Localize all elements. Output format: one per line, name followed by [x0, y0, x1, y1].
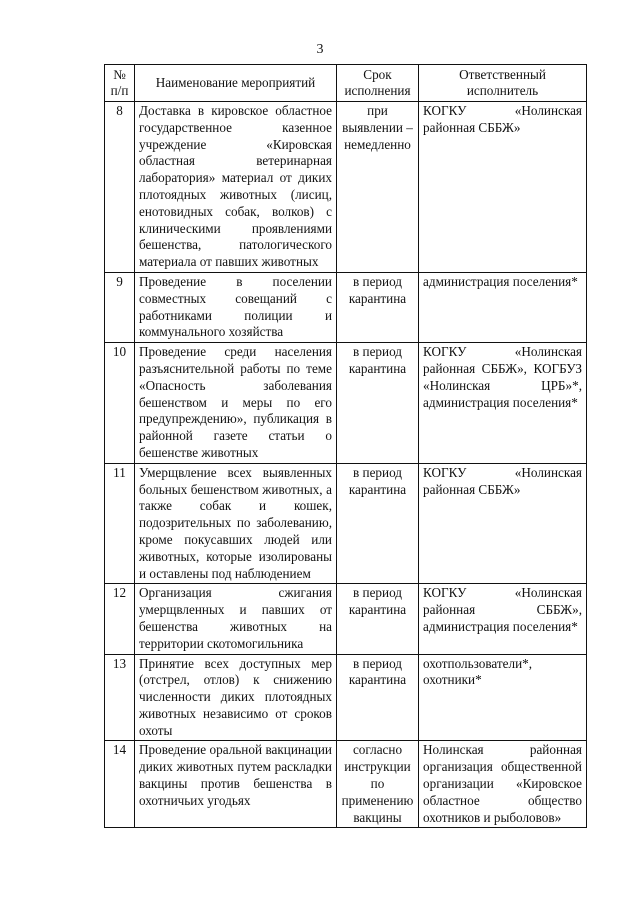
- row-term: в период карантина: [337, 463, 419, 584]
- header-responsible: Ответственный исполнитель: [419, 65, 587, 102]
- row-name: Умерщвление всех выявленных больных бешенством животных, а также собак и кошек, подозрительных по заболеванию, кроме покусавших людей или животных, которые изолированы и оставлены под наблюдением: [135, 463, 337, 584]
- row-responsible: охотпользователи*, охотники*: [419, 654, 587, 741]
- row-num: 14: [105, 741, 135, 828]
- row-responsible: КОГКУ «Нолинская районная СББЖ»: [419, 463, 587, 584]
- row-responsible: администрация поселения*: [419, 272, 587, 342]
- header-name: Наименование мероприятий: [135, 65, 337, 102]
- row-num: 9: [105, 272, 135, 342]
- table-row: [105, 741, 587, 828]
- row-term: в период карантина: [337, 272, 419, 342]
- row-name: Организация сжигания умерщвленных и павших от бешенства животных на территории скотомогильника: [135, 584, 337, 654]
- row-num: 12: [105, 584, 135, 654]
- table-row: [105, 654, 587, 741]
- table-row: [105, 343, 587, 464]
- page-number: 3: [316, 42, 324, 57]
- row-responsible: КОГКУ «Нолинская районная СББЖ», администрация поселения*: [419, 584, 587, 654]
- row-num: 10: [105, 343, 135, 464]
- row-num: 11: [105, 463, 135, 584]
- row-num: 8: [105, 102, 135, 273]
- row-term: в период карантина: [337, 343, 419, 464]
- row-name: Проведение оральной вакцинации диких животных путем раскладки вакцины против бешенства в охотничьих угодьях: [135, 741, 337, 828]
- row-name: Проведение в поселении совместных совещаний с работниками полиции и коммунального хозяйства: [135, 272, 337, 342]
- table-row: [105, 102, 587, 273]
- row-responsible: Нолинская районная организация общественной организации «Кировское областное общество охотников и рыболовов»: [419, 741, 587, 828]
- table-row: [105, 584, 587, 654]
- row-name: Проведение среди населения разъяснительной работы по теме «Опасность заболевания бешенством и меры по его предупреждению», публикация в районной газете статьи о бешенстве животных: [135, 343, 337, 464]
- row-responsible: КОГКУ «Нолинская районная СББЖ»: [419, 102, 587, 273]
- header-term: Срок исполнения: [337, 65, 419, 102]
- row-term: в период карантина: [337, 584, 419, 654]
- row-term: при выявлении – немедленно: [337, 102, 419, 273]
- table-header-row: [105, 65, 587, 102]
- row-responsible: КОГКУ «Нолинская районная СББЖ», КОГБУЗ «Нолинская ЦРБ»*, администрация поселения*: [419, 343, 587, 464]
- row-term: согласно инструкции по применению вакцины: [337, 741, 419, 828]
- measures-table: [104, 64, 587, 828]
- row-name: Принятие всех доступных мер (отстрел, отлов) к снижению численности диких плотоядных животных независимо от сроков охоты: [135, 654, 337, 741]
- table-row: [105, 463, 587, 584]
- row-num: 13: [105, 654, 135, 741]
- table-row: [105, 272, 587, 342]
- row-name: Доставка в кировское областное государственное казенное учреждение «Кировская областная ветеринарная лаборатория» материал от диких плотоядных животных (лисиц, енотовидных собак, волков) с клиническими проявлениями бешенства, патологического материала от павших животных: [135, 102, 337, 273]
- row-term: в период карантина: [337, 654, 419, 741]
- header-num: № п/п: [105, 65, 135, 102]
